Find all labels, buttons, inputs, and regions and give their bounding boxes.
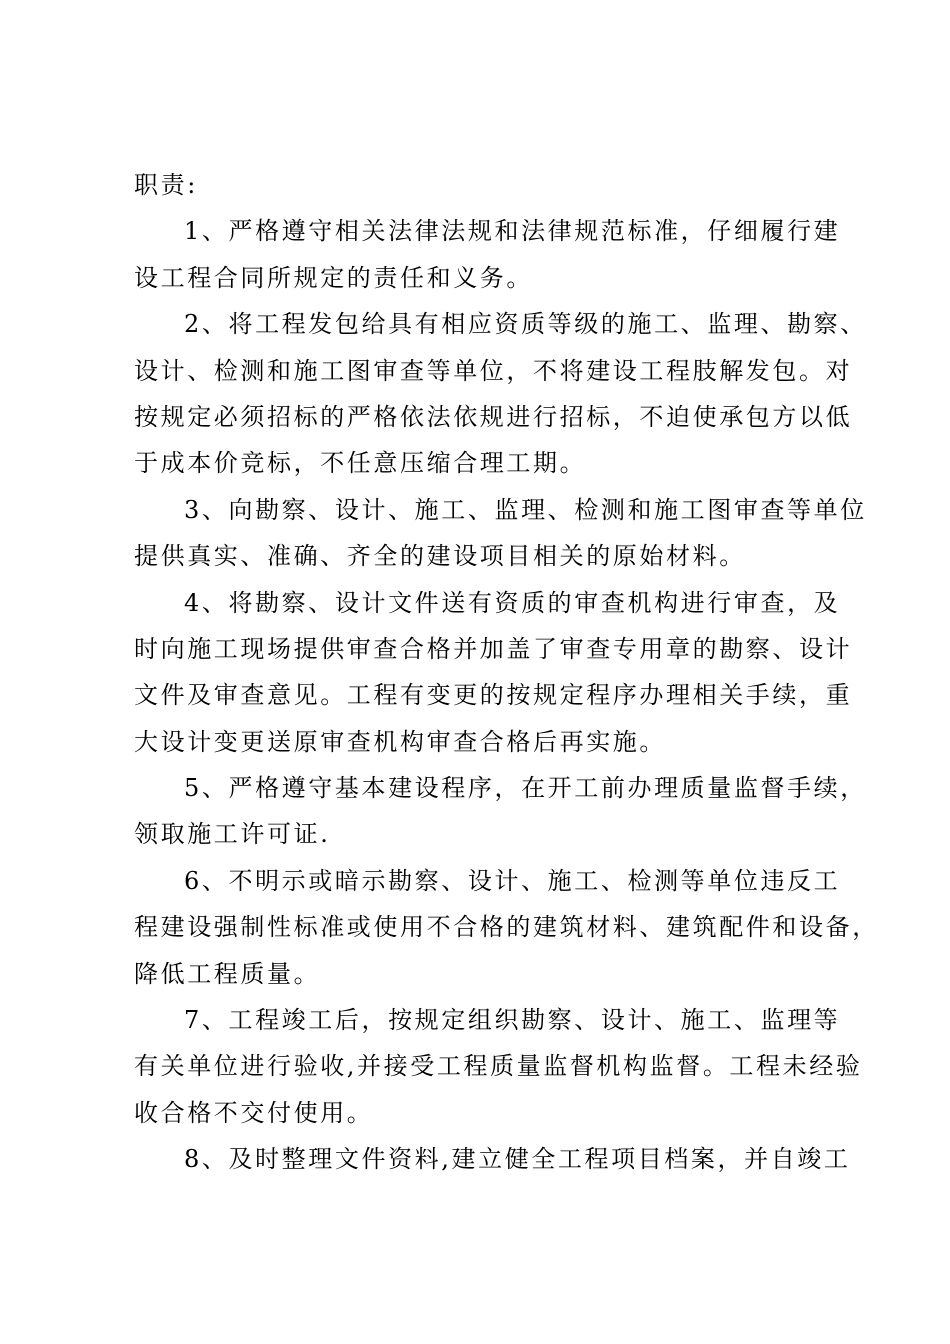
paragraph-line: 2、将工程发包给具有相应资质等级的施工、监理、勘察、 [184, 310, 867, 339]
paragraph-6 [134, 858, 879, 997]
paragraph-line: 提供真实、准确、齐全的建设项目相关的原始材料。 [134, 542, 746, 571]
paragraph-line: 有关单位进行验收,并接受工程质量监督机构监督。工程未经验 [134, 1052, 863, 1081]
paragraph-line: 收合格不交付使用。 [134, 1098, 374, 1127]
paragraph-line: 时向施工现场提供审查合格并加盖了审查专用章的勘察、设计 [134, 634, 853, 663]
paragraph-line: 大设计变更送原审查机构审查合格后再实施。 [134, 727, 666, 756]
paragraph-line: 文件及审查意见。工程有变更的按规定程序办理相关手续，重 [134, 681, 853, 710]
paragraph-line: 4、将勘察、设计文件送有资质的审查机构进行审查，及 [184, 588, 841, 617]
paragraph-line: 设工程合同所规定的责任和义务。 [134, 263, 533, 292]
paragraph-line: 设计、检测和施工图审查等单位，不将建设工程肢解发包。对 [134, 356, 853, 385]
heading: 职责: [134, 171, 198, 199]
paragraph-line: 程建设强制性标准或使用不合格的建筑材料、建筑配件和设备， [134, 913, 879, 942]
paragraph-2 [134, 301, 867, 487]
paragraph-line: 按规定必须招标的严格依法依规进行招标，不迫使承包方以低 [134, 402, 853, 431]
paragraph-line: 7、工程竣工后，按规定组织勘察、设计、施工、监理等 [184, 1006, 841, 1035]
paragraph-7 [134, 997, 863, 1136]
paragraph-5 [134, 765, 867, 858]
paragraph-line: 6、不明示或暗示勘察、设计、施工、检测等单位违反工 [184, 866, 841, 895]
paragraph-line: 于成本价竞标，不任意压缩合理工期。 [134, 449, 587, 478]
paragraph-line: 领取施工许可证. [134, 820, 331, 849]
paragraph-line: 3、向勘察、设计、施工、监理、检测和施工图审查等单位 [184, 495, 867, 524]
paragraph-8 [134, 1136, 851, 1182]
paragraph-line: 1、严格遵守相关法律法规和法律规范标准，仔细履行建 [184, 217, 841, 246]
paragraph-4 [134, 580, 853, 766]
document-page [134, 162, 879, 1183]
paragraph-line: 5、严格遵守基本建设程序，在开工前办理质量监督手续， [184, 774, 867, 803]
paragraph-3 [134, 487, 867, 580]
paragraph-line: 8、及时整理文件资料,建立健全工程项目档案，并自竣工 [184, 1145, 851, 1174]
paragraph-line: 降低工程质量。 [134, 959, 321, 988]
paragraph-1 [134, 208, 841, 301]
